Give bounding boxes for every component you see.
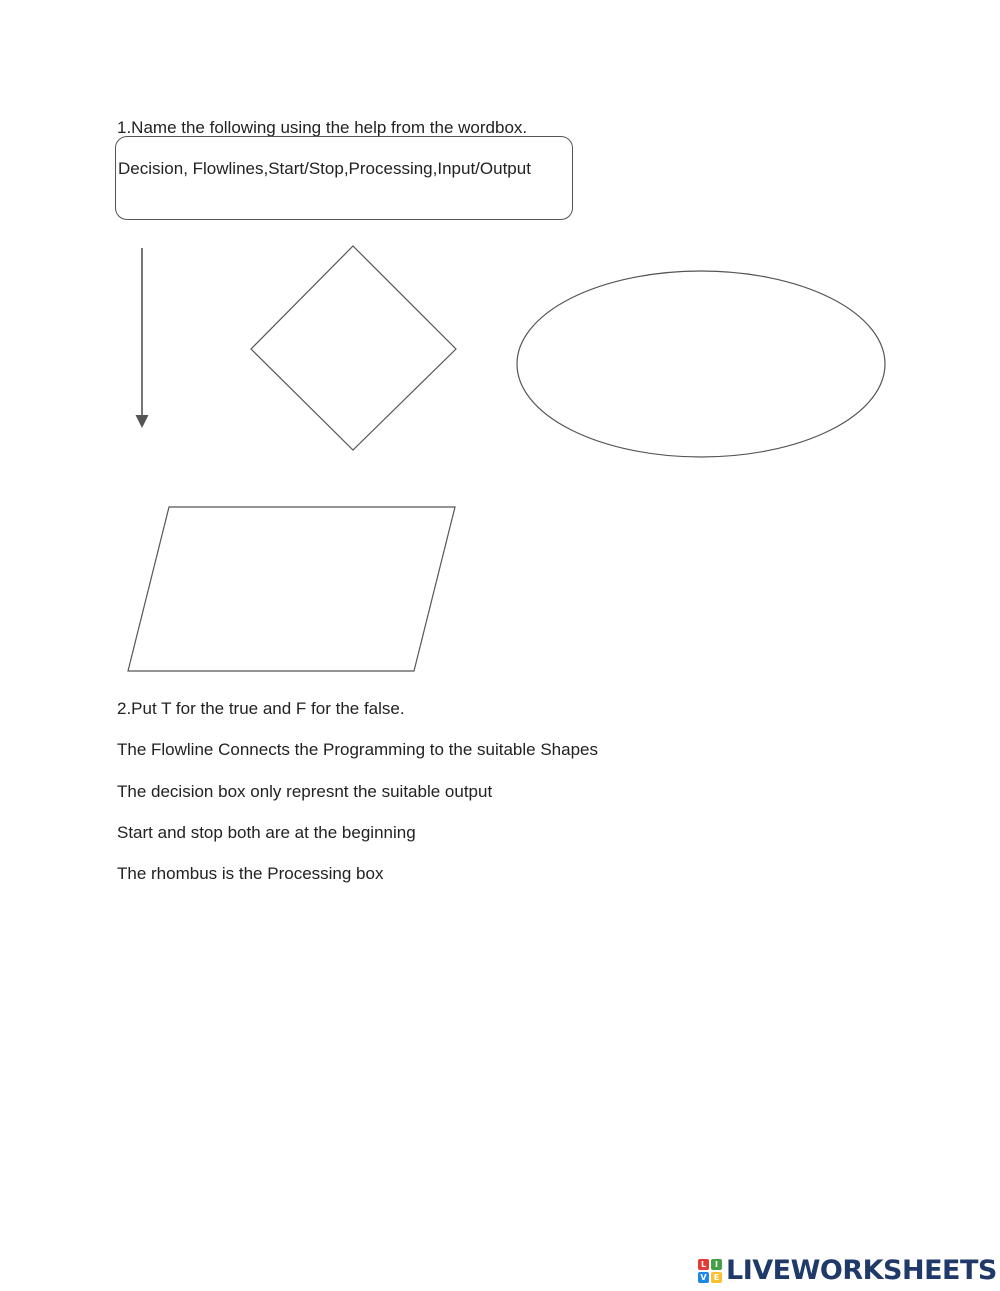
logo-mark-icon	[698, 1259, 722, 1283]
decision-diamond-shape	[251, 246, 456, 450]
logo-mark-l: L	[698, 1259, 709, 1270]
liveworksheets-logo	[698, 1256, 997, 1286]
wordbox	[115, 136, 573, 220]
statement-3: Start and stop both are at the beginning	[117, 823, 416, 842]
input-output-parallelogram-shape	[128, 507, 455, 671]
statement-4: The rhombus is the Processing box	[117, 864, 384, 883]
wordbox-text: Decision, Flowlines,Start/Stop,Processing,Input/Output	[118, 159, 531, 178]
question-1-title: 1.Name the following using the help from the wordbox.	[117, 118, 528, 137]
question-2-title: 2.Put T for the true and F for the false.	[117, 699, 405, 718]
logo-mark-e: E	[711, 1272, 722, 1283]
statement-2: The decision box only represnt the suitable output	[117, 782, 493, 801]
logo-mark-i: I	[711, 1259, 722, 1270]
logo-mark-v: V	[698, 1272, 709, 1283]
logo-text: LIVEWORKSHEETS	[726, 1255, 997, 1286]
statement-1: The Flowline Connects the Programming to the suitable Shapes	[117, 740, 598, 759]
flowline-arrow-shape	[136, 248, 149, 428]
start-stop-ellipse-shape	[517, 271, 885, 457]
